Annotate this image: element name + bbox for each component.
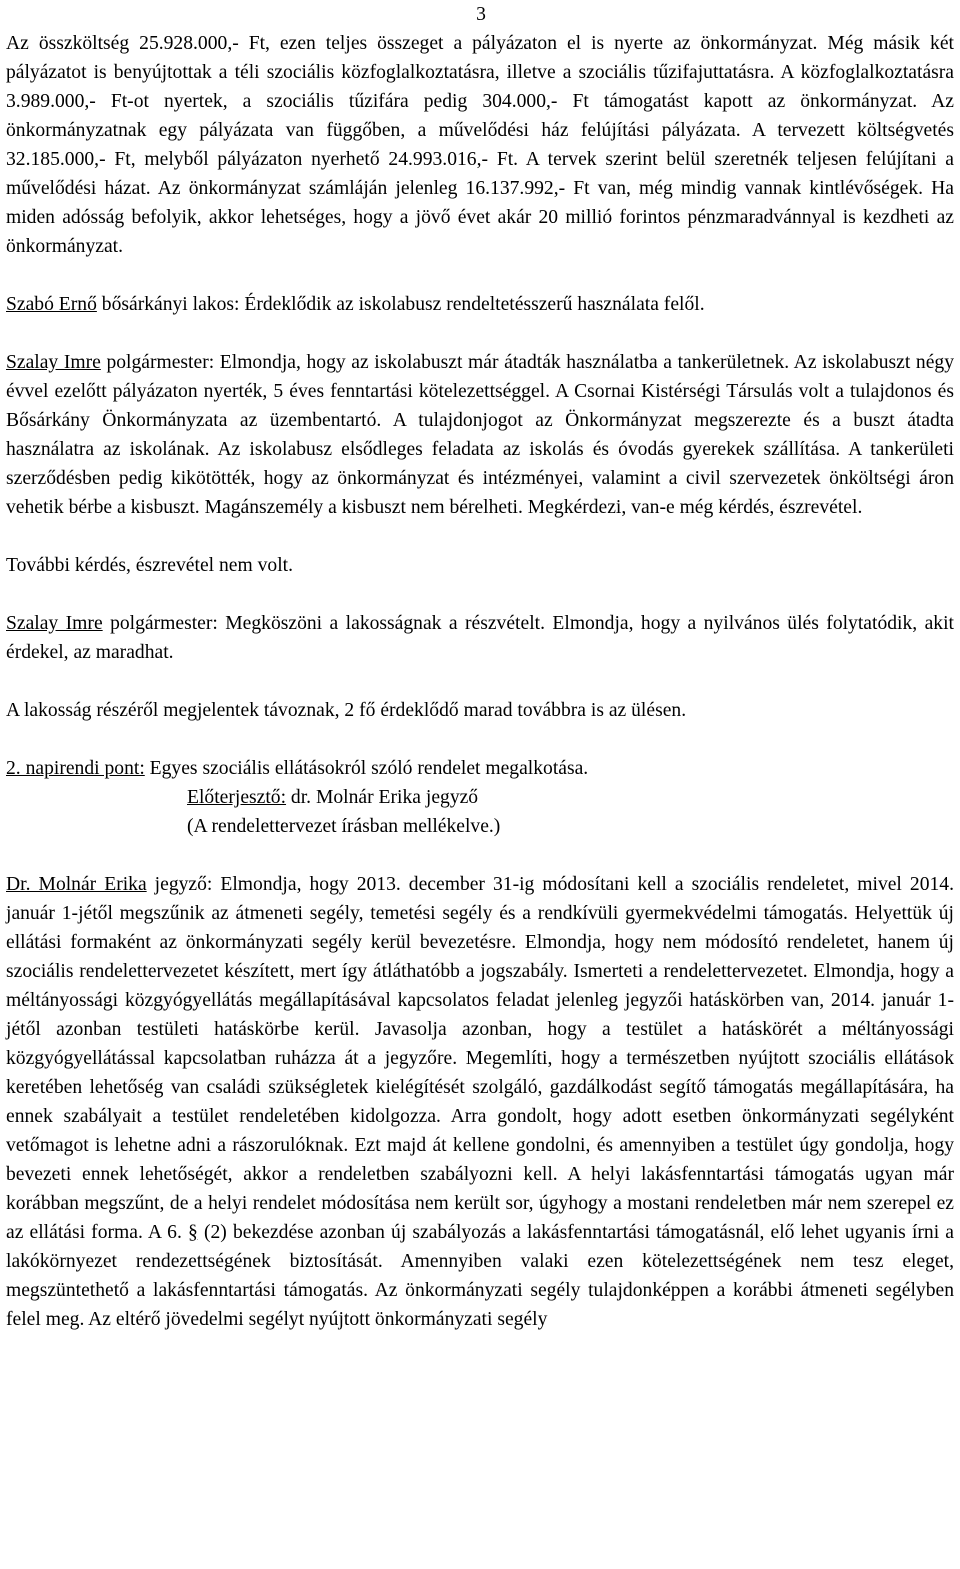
agenda-heading xyxy=(6,754,954,783)
speaker-name: Dr. Molnár Erika xyxy=(6,874,147,895)
paragraph-mayor-thanks xyxy=(6,609,954,667)
paragraph-spacer xyxy=(6,667,954,696)
agenda-title: Egyes szociális ellátásokról szóló rendelet megalkotása. xyxy=(144,758,589,779)
presenter-name: dr. Molnár Erika jegyző xyxy=(286,787,479,808)
page-number: 3 xyxy=(476,4,486,25)
paragraph-question xyxy=(6,290,954,319)
paragraph-no-more-questions: További kérdés, észrevétel nem volt. xyxy=(6,555,293,576)
speaker-name: Szalay Imre xyxy=(6,613,103,634)
paragraph-text: polgármester: Megköszöni a lakosságnak a részvételt. Elmondja, hogy a nyilvános ülés folytatódik, akit érdekel, az maradhat. xyxy=(6,613,954,663)
paragraph-spacer xyxy=(6,725,954,754)
paragraph-budget: Az összköltség 25.928.000,- Ft, ezen teljes összeget a pályázaton el is nyerte az önkormányzat. Még másik két pályázatot is benyújtottak a téli szociális közfoglalkoztatásra, illetve a szociális tűzifajuttatásra. A közfoglalkoztatásra 3.989.000,- Ft-ot nyertek, a szociális tűzifára pedig 304.000,- Ft támogatást kapott az önkormányzat. Az önkormányzatnak egy pályázata van függőben, a művelődési ház felújítási pályázata. A tervezett költségvetés 32.185.000,- Ft, melyből pályázaton nyerhető 24.993.016,- Ft. A tervek szerint belül szeretnék teljesen felújítani a művelődési házat. Az önkormányzat számláján jelenleg 16.137.992,- Ft van, még mindig vannak kintlévőségek. Ha miden adósság befolyik, akkor lehetséges, hogy a jövő évet akár 20 millió forintos pénzmaradvánnyal is kezdheti az önkormányzat. xyxy=(6,33,954,257)
section-sign: § xyxy=(188,1222,198,1243)
paragraph-spacer xyxy=(6,319,954,348)
presenter-label: Előterjesztő: xyxy=(187,787,287,808)
speaker-name: Szalay Imre xyxy=(6,352,101,373)
agenda-note: (A rendelettervezet írásban mellékelve.) xyxy=(187,816,501,837)
paragraph-notary-statement xyxy=(6,870,954,1334)
paragraph-spacer xyxy=(6,580,954,609)
agenda-label: 2. napirendi pont: xyxy=(6,758,145,779)
paragraph-spacer xyxy=(6,841,954,870)
paragraph-text: bősárkányi lakos: Érdeklődik az iskolabusz rendeltetésszerű használata felől. xyxy=(96,294,705,315)
document-body xyxy=(6,0,954,1334)
paragraph-public-leaves: A lakosság részéről megjelentek távoznak, 2 fő érdeklődő marad továbbra is az ülésen. xyxy=(6,700,687,721)
agenda-item xyxy=(6,754,954,841)
paragraph-spacer xyxy=(6,261,954,290)
paragraph-spacer xyxy=(6,522,954,551)
paragraph-mayor-answer xyxy=(6,348,954,522)
paragraph-text-continued: (2) bekezdése azonban új szabályozás a lakásfenntartási támogatásnál, elő lehet ugyanis írni a lakókörnyezet rendezettségének biztosítását. Amennyiben valaki ezen kötelezettségének nem tesz eleget, megszüntethető a lakásfenntartási támogatás. Az önkormányzati segély tulajdonképpen a korábbi átmeneti segélyben felel meg. Az eltérő jövedelmi segélyt nyújtott önkormányzati segély xyxy=(6,1222,954,1330)
agenda-presenter xyxy=(6,783,954,812)
paragraph-text: polgármester: Elmondja, hogy az iskolabuszt már átadták használatba a tankerületnek. Az iskolabuszt négy évvel ezelőtt pályázaton nyerték, 5 éves fenntartási kötelezettséggel. A Csornai Kistérségi Társulás volt a tulajdonos és Bősárkány Önkormányzata az üzembentartó. A tulajdonjogot az Önkormányzat megszerezte és a buszt átadta használatra az iskolának. Az iskolabusz elsődleges feladata az iskolás és óvodás gyerekek szállítása. A tankerületi szerződésben pedig kikötötték, hogy az önkormányzat és intézményei, valamint a civil szervezetek önköltségi áron vehetik bérbe a kisbuszt. Magánszemély a kisbuszt nem bérelheti. Megkérdezi, van-e még kérdés, észrevétel. xyxy=(6,352,954,518)
speaker-name: Szabó Ernő xyxy=(6,294,97,315)
paragraph-text: jegyző: Elmondja, hogy 2013. december 31-ig módosítani kell a szociális rendeletet, mivel 2014. január 1-jétől megszűnik az átmeneti segély, temetési segély és a rendkívüli gyermekvédelmi támogatás. Helyettük új ellátási formaként az önkormányzati segély kerül bevezetésre. Elmondja, hogy nem módosító rendeletet, hanem új szociális rendelettervezetet készített, mert így átláthatóbb a jogszabály. Ismerteti a rendelettervezetet. Elmondja, hogy a méltányossági közgyógyellátás megállapításával kapcsolatos feladat jelenleg jegyzői hatáskörben van, 2014. január 1-jétől azonban testületi hatáskörbe kerül. Javasolja azonban, hogy a testület a hatáskörét a méltányossági közgyógyellátással kapcsolatban ruházza át a jegyzőre. Megemlíti, hogy a természetben nyújtott szociális ellátások keretében lehetőség van családi szükségletek kielégítését szolgáló, gazdálkodást segítő támogatás megállapítására, ha ennek szabályait a testület rendeletében kidolgozza. Arra gondolt, hogy adott esetben önkormányzati segélyként vetőmagot is lehetne adni a rászorulóknak. Ezt majd át kellene gondolni, és amennyiben a testület úgy gondolja, hogy bevezeti ennek lehetőségét, akkor a rendeletben szabályozni kell. A helyi lakásfenntartási támogatás ugyan már korábban megszűnt, de a helyi rendelet módosítása nem került sor, úgyhogy a mostani rendeletben már nem szerepel ez az ellátási forma. A 6. xyxy=(6,874,954,1243)
